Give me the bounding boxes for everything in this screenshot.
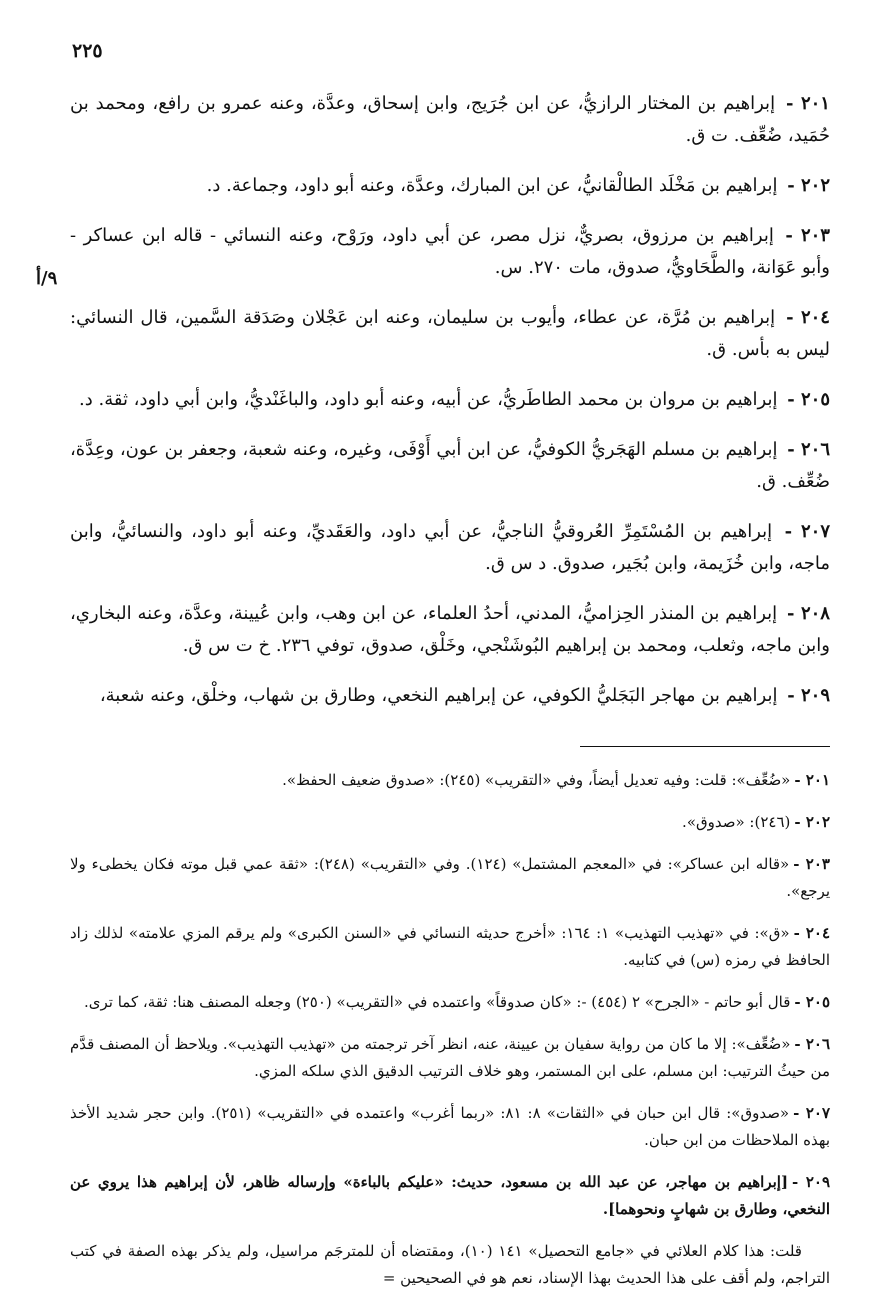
footnote-206: ٢٠٦ -«ضُعِّف»: إلا ما كان من رواية سفيان بن عيينة، عنه، انظر آخر ترجمته من «تهذيب التهذيب». ويلاحظ أن المصنف قدَّم من حيثُ الترتيب: ابن مسلم، على ابن المستمر، وهو خلاف الترتيب الدقيق الذي سلكه المزي.	[69, 1035, 830, 1080]
footnote-202: ٢٠٢ -(٢٤٦): «صدوق».	[682, 813, 830, 831]
entry-205: ٢٠٥ - إبراهيم بن مروان بن محمد الطاطَريُّ، عن أبيه، وعنه أبو داود، والباغَنْديُّ، وابن أبي داود، ثقة. د.	[78, 389, 830, 410]
entry-202: ٢٠٢ - إبراهيم بن مَخْلَد الطالْقانيُّ، عن ابن المبارك، وعدَّة، وعنه أبو داود، وجماعة. د.	[206, 175, 830, 196]
entry-206: ٢٠٦ - إبراهيم بن مسلم الهَجَريُّ الكوفيُّ، عن ابن أبي أَوْفَى، وغيره، وعنه شعبة، وجعفر بن عون، وعِدَّة، ضُعِّف. ق.	[70, 439, 830, 492]
footnotes-list	[70, 767, 830, 1292]
entry-208: ٢٠٨ - إبراهيم بن المنذر الحِزاميُّ، المدني، أحدُ العلماء، عن ابن وهب، وابن عُيينة، وعدَّة، وعنه البخاري، وابن ماجه، وثعلب، ومحمد بن إبراهيم البُوشَنْجي، وخَلْق، صدوق، توفي ٢٣٦. خ ت س ق.	[70, 603, 830, 656]
entries-list	[70, 88, 830, 712]
footnote-203: ٢٠٣ -«قاله ابن عساكر»: في «المعجم المشتمل» (١٢٤). وفي «التقريب» (٢٤٨): «ثقة عمي قبل موته فكان يخطىء ولا يرجع».	[70, 855, 830, 900]
footnote-209-continuation: قلت: هذا كلام العلائي في «جامع التحصيل» ١٤١ (١٠)، ومقتضاه أن للمترجَم مراسيل، ولم يذكر بهذه الصفة في كتب التراجم، ولم أقف على هذا الحديث بهذا الإسناد، نعم هو في الصحيحين =	[70, 1242, 830, 1287]
entry-204: ٢٠٤ - إبراهيم بن مُرَّة، عن عطاء، وأيوب بن سليمان، وعنه ابن عَجْلان وصَدَقة السَّمين، قال النسائي: ليس به بأس. ق.	[70, 307, 830, 360]
footnote-divider	[580, 746, 830, 747]
footnote-204: ٢٠٤ -«ق»: في «تهذيب التهذيب» ١: ١٦٤: «أخرج حديثه النسائي في «السنن الكبرى» ولم يرقم المزي علامته» لذلك زاد الحافظ في رمزه (س) في كتابيه.	[70, 924, 831, 969]
footnote-201: ٢٠١ -«ضُعِّف»: قلت: وفيه تعديل أيضاً، وفي «التقريب» (٢٤٥): «صدوق ضعيف الحفظ».	[282, 771, 830, 789]
entry-201: ٢٠١ - إبراهيم بن المختار الرازيُّ، عن ابن جُرَيج، وابن إسحاق، وعدَّة، وعنه عمرو بن رافع، ومحمد بن حُمَيد، ضُعِّف. ت ق.	[70, 93, 830, 146]
footnote-205: ٢٠٥ -قال أبو حاتم - «الجرح» ٢ (٤٥٤) -: «كان صدوقاً» واعتمده في «التقريب» (٢٥٠) وجعله المصنف هنا: ثقة، كما ترى.	[83, 993, 830, 1011]
footnote-209: ٢٠٩ -[إبراهيم بن مهاجر، عن عبد الله بن مسعود، حديث: «عليكم بالباءة» وإرساله ظاهر، لأن إبراهيم هذا يروي عن النخعي، وطارق بن شهابٍ ونحوهما].	[70, 1173, 830, 1218]
page-body	[70, 38, 830, 1307]
page-number: ٢٢٥	[72, 40, 103, 62]
footnote-207: ٢٠٧ -«صدوق»: قال ابن حبان في «الثقات» ٨: ٨١: «ربما أغرب» واعتمده في «التقريب» (٢٥١). وابن حجر شديد الأخذ بهذه الملاحظات من ابن حبان.	[70, 1104, 830, 1149]
entry-209: ٢٠٩ - إبراهيم بن مهاجر البَجَليُّ الكوفي، عن إبراهيم النخعي، وطارق بن شهاب، وخلْق، وعنه شعبة،	[99, 685, 830, 706]
margin-folio-note: ٩/أ	[36, 268, 58, 289]
entry-207: ٢٠٧ - إبراهيم بن المُسْتَمِرِّ العُروقيُّ الناجيُّ، عن أبي داود، والعَقَديِّ، وعنه أبو داود، والنسائيُّ، وابن ماجه، وابن خُزَيمة، وابن بُجَير، صدوق. د س ق.	[70, 521, 830, 574]
entry-203: ٢٠٣ - إبراهيم بن مرزوق، بصريٌّ، نزل مصر، عن أبي داود، ورَوْح، وعنه النسائي - قاله ابن عساكر - وأبو عَوَانة، والطَّحَاويُّ، صدوق، مات ٢٧٠. س.	[70, 225, 830, 278]
